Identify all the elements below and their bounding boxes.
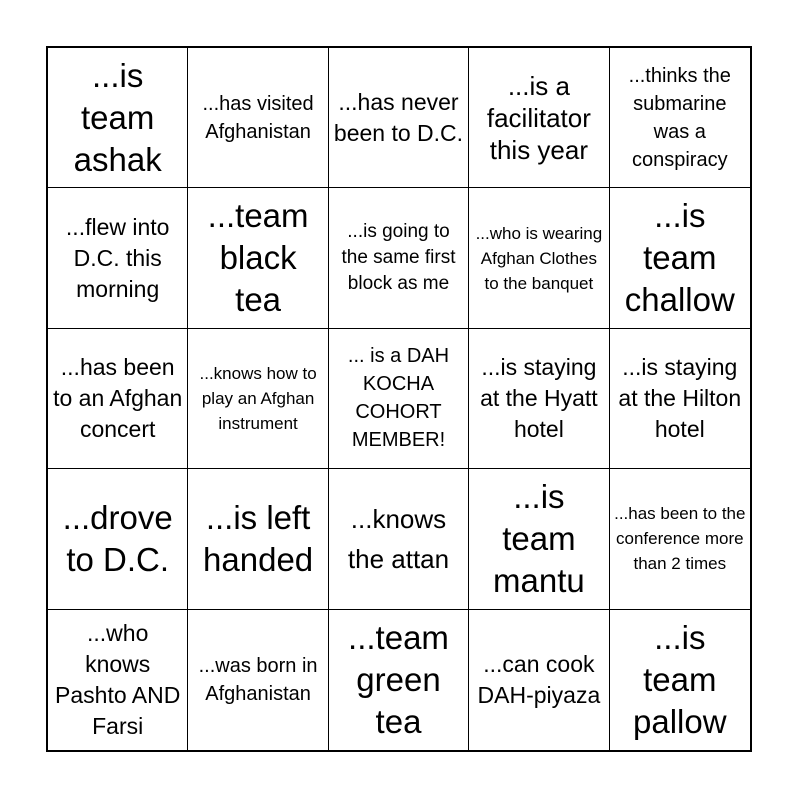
bingo-cell-text: ...can cook DAH-piyaza [477, 650, 601, 708]
bingo-cell-text: ...thinks the submarine was a conspiracy [628, 64, 731, 171]
bingo-cell-10[interactable] [610, 188, 750, 328]
bingo-cell-25[interactable] [610, 610, 750, 750]
bingo-cell-7[interactable] [188, 188, 328, 328]
bingo-cell-24[interactable] [469, 610, 609, 750]
bingo-cell-text: ...is left handed [203, 498, 314, 578]
bingo-cell-2[interactable] [188, 48, 328, 188]
bingo-cell-12[interactable] [188, 329, 328, 469]
bingo-cell-text: ... is a DAH KOCHA COHORT MEMBER! [347, 345, 450, 452]
bingo-cell-1[interactable] [48, 48, 188, 188]
bingo-cell-17[interactable] [188, 469, 328, 609]
bingo-cell-text: ...team green tea [348, 618, 449, 740]
bingo-cell-23[interactable] [329, 610, 469, 750]
bingo-cell-text: ...who knows Pashto AND Farsi [55, 619, 181, 739]
bingo-cell-text: ...flew into D.C. this morning [65, 213, 170, 302]
bingo-cell-text: ...knows the attan [347, 503, 450, 574]
bingo-cell-text: ...has visited Afghanistan [202, 92, 314, 143]
bingo-cell-21[interactable] [48, 610, 188, 750]
bingo-cell-text: ...is staying at the Hilton hotel [618, 353, 742, 442]
bingo-cell-20[interactable] [610, 469, 750, 609]
bingo-cell-22[interactable] [188, 610, 328, 750]
bingo-cell-19[interactable] [469, 469, 609, 609]
bingo-cell-text: ...is staying at the Hyatt hotel [480, 353, 598, 442]
bingo-cell-11[interactable] [48, 329, 188, 469]
bingo-cell-text: ...is going to the same first block as me [341, 221, 456, 295]
bingo-cell-text: ...drove to D.C. [62, 498, 173, 578]
bingo-cell-text: ...was born in Afghanistan [198, 654, 318, 705]
bingo-cell-6[interactable] [48, 188, 188, 328]
bingo-cell-text: ...has been to an Afghan concert [53, 353, 183, 442]
bingo-cell-15[interactable] [610, 329, 750, 469]
bingo-cell-3[interactable] [329, 48, 469, 188]
bingo-card [46, 46, 752, 752]
bingo-cell-14[interactable] [469, 329, 609, 469]
bingo-cell-9[interactable] [469, 188, 609, 328]
bingo-cell-text: ...is team ashak [73, 56, 162, 178]
bingo-cell-text: ...is team pallow [633, 618, 727, 740]
bingo-cell-13[interactable] [329, 329, 469, 469]
bingo-cell-text: ...team black tea [207, 197, 309, 319]
bingo-cell-4[interactable] [469, 48, 609, 188]
bingo-cell-18[interactable] [329, 469, 469, 609]
bingo-cell-text: ...is a facilitator this year [486, 70, 591, 165]
bingo-cell-text: ...is team challow [624, 197, 735, 319]
bingo-cell-8[interactable] [329, 188, 469, 328]
bingo-cell-text: ...who is wearing Afghan Clothes to the banquet [475, 223, 603, 293]
bingo-cell-16[interactable] [48, 469, 188, 609]
bingo-cell-text: ...has been to the conference more than 2 times [614, 504, 746, 574]
bingo-cell-5[interactable] [610, 48, 750, 188]
bingo-cell-text: ...is team mantu [493, 477, 585, 599]
bingo-cell-text: ...knows how to play an Afghan instrument [199, 363, 317, 433]
bingo-cell-text: ...has never been to D.C. [333, 88, 464, 146]
